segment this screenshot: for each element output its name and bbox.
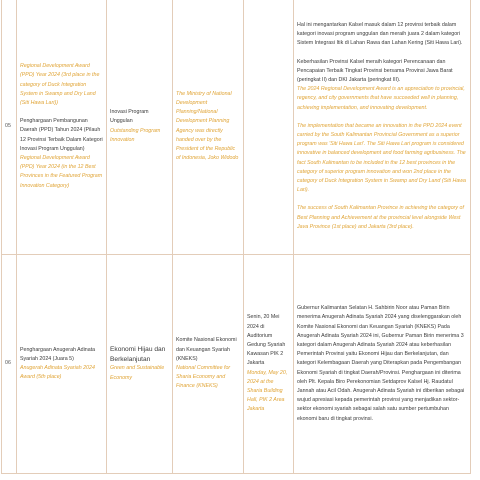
organizer-en: The Ministry of National Development Planning/National Development Planning Agency was directly handed over by the President of the Republic of Indonesia, Joko Widodo [176, 90, 239, 162]
award-name-en: Anugerah Adinata Syariah 2024 Award (5th place) [20, 365, 95, 381]
organizer-en: National Committee for Sharia Economy and Finance (KNEKS) [176, 365, 231, 390]
award-name-en: Regional Development Award (PPD) Year 2024 (in the 12 Best Provinces in the Featured Program Innovation Category) [20, 155, 103, 189]
desc-en-1: The 2024 Regional Development Award is an appreciation to provincial, regency, and city governments that have succeeded well in planning, achieving implementation, and innovating development. [297, 86, 465, 111]
desc-id-1: Hal ini mengantarkan Kalsel masuk dalam 12 provinsi terbaik dalam kategori inovasi program unggulan dan meraih juara 2 dalam kategori Sistem Integrasi Itik di Lahan Rawa dan Lahan Kering (Siti Hawa Lari). [297, 21, 463, 47]
organizer-cell [173, 255, 244, 474]
category-en: Outstanding Program Innovation [110, 127, 161, 143]
award-cell [17, 0, 107, 255]
award-cell [17, 255, 107, 474]
table-row [2, 255, 471, 474]
awards-table [1, 0, 471, 474]
award-top-en: Regional Development Award (PPD) Year 2024 (3rd place in the category of Duck Integration System in Swamp and Dry Land (Siti Hawa Lari)) [20, 63, 100, 106]
row-number: 05 [2, 0, 17, 255]
desc-id: Gubernur Kalimantan Selatan H. Sahbirin Noor atau Paman Birin menerima Anugerah Adinata Syariah 2024 yang diselenggarakan oleh Komite Nasional Ekonomi dan Keuangan Syariah (KNEKS) Pada Anugerah Adinata Syariah 2024 ini, Gubernur Paman Birin menerima 3 kategori dalam Anugerah Adinata Syariah 2024 atau keberhasilan Pemerintah Provinsi yaitu Ekonomi Hijau dan Berkelanjutan, dan kategori Kelembagaan Daerah yang Diterapkan pada Pengembangan Ekonomi Syariah di tingkat Daerah/Provinsi. Penghargaan ini diterima oleh Plt. Kepala Biro Perekonomian Setdaprov Kalsel Hj. Raudatul Jannah atau Acil Odah. Anugerah Adinata Syariah ini diberikan sebagai wujud apresiasi kepada pemerintah provinsi yang menjadikan sektor-sektor ekonomi syariah sebagai salah satu sumber pertumbuhan ekonomi baru di tingkat provinsi. [297, 305, 465, 422]
award-name-id: Penghargaan Anugerah Adinata Syariah 2024 (Juara 5) [20, 346, 96, 362]
description-cell [294, 255, 471, 474]
category-id: Inovasi Program Unggulan [110, 109, 149, 125]
award-name-id: Penghargaan Pembangunan Daerah (PPD) Tahun 2024 (Pilauh 12 Provinsi Terbaik Dalam Kategori Inovasi Program Unggulan) [20, 118, 103, 152]
category-cell [107, 255, 173, 474]
category-en: Green and Sustainable Economy [110, 365, 165, 381]
date-cell [244, 255, 294, 474]
desc-id-2: Keberhasilan Provinsi Kalsel meraih kategori Perencanaan dan Pencapaian Terbaik Tingkat Provinsi bersama Provinsi Jawa Barat (peringkat II) dan DKI Jakarta (peringkat III). [297, 58, 453, 83]
category-id: Ekonomi Hijau dan Berkelanjutan [110, 346, 166, 363]
description-cell [294, 0, 471, 255]
row-number: 06 [2, 255, 17, 474]
date-id: Senin, 20 Mei 2024 di Auditorium Gedung Syariah Kawasan PIK 2 Jakarta [247, 314, 286, 367]
date-en: Monday, May 20, 2024 at the Sharia Building Hall, PIK 2 Area Jakarta [247, 369, 288, 413]
table-row [2, 0, 471, 255]
desc-en-2: The implementation that became an innovation in the PPD 2024 event carried by the South Kalimantan Provincial Government as a superior program was 'Siti Hawa Lari'. The Siti Hawa Lari program is considered innovative in balanced development and food farming agribusiness. The fact South Kalimantan to be included in the 12 best provinces in the category of superior program innovation and won 2nd place in the category of Duck Integration System in Swamp and Dry Land (Siti Hawa Lari). [297, 122, 466, 194]
date-cell [244, 0, 294, 255]
category-cell [107, 0, 173, 255]
desc-en-3: The success of South Kalimantan Province in achieving the category of Best Planning and Achievement at the provincial level alongside West Java Province (1st place) and Jakarta (3rd place). [297, 205, 464, 230]
organizer-cell [173, 0, 244, 255]
organizer-id: Komite Nasional Ekonomi dan Keuangan Syariah (KNEKS) [176, 337, 237, 362]
